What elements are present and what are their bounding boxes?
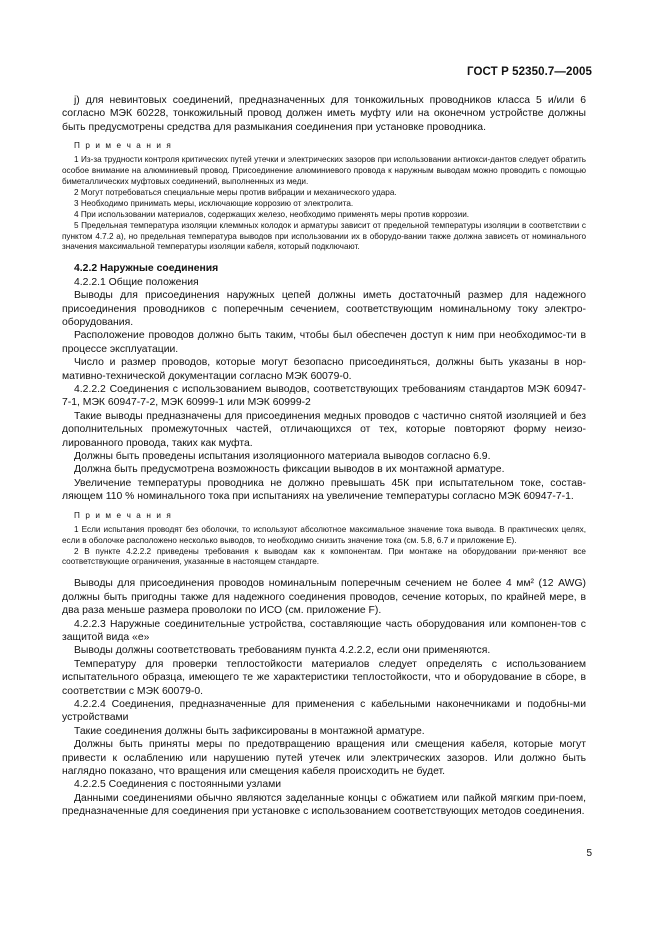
- note-item: 2 Могут потребоваться специальные меры против вибрации и механического удара.: [74, 187, 397, 197]
- paragraph: Должны быть приняты меры по предотвращению вращения или смещения кабеля, которые могут привести к ослаблению или нарушению путей утечек или электрических зазоров. Или должно быть наглядно показано, что вращения или смещения кабеля происходить не будет.: [62, 739, 586, 777]
- paragraph: Такие соединения должны быть зафиксированы в монтажной арматуре.: [74, 725, 425, 737]
- notes-title: П р и м е ч а н и я: [74, 510, 173, 520]
- note-item: 2 В пункте 4.2.2.2 приведены требования к выводам как к компонентам. При монтаже на оборудовании при-меняют все соответствующие ограничения, указанные в настоящем стандарте.: [62, 546, 586, 567]
- note-item: 5 Предельная температура изоляции клеммных колодок и арматуры зависит от предельной температуры изоляции в соответствии с пунктом 4.7.2 а), но предельная температура выводов при использовании их в оборудо-вании также должна зависеть от номинального значения максимальной температуры изоляции кабеля, который подключают.: [62, 220, 586, 252]
- subsection-heading: 4.2.2.1 Общие положения: [74, 276, 199, 288]
- paragraph: Температуру для проверки теплостойкости материалов следует определять с использованием испытательного образца, имеющего те же характеристики теплостойкости, что и оборудование в сборе, в соответствии с МЭК 60079-0.: [62, 658, 586, 697]
- paragraph: 4.2.2.3 Наружные соединительные устройства, составляющие часть оборудования или компонен-тов с защитой вида «е»: [62, 618, 586, 643]
- paragraph: Выводы для присоединения наружных цепей должны иметь достаточный размер для надежного присоединения проводников с поперечным сечением, соответствующим номинальному току электро-оборудования.: [62, 290, 586, 328]
- paragraph: Данными соединениями обычно являются заделанные концы с обжатием или пайкой мягким при-поем, предназначенные для соединения при установке с использованием соответствующих методов соединения.: [62, 792, 586, 818]
- page-number: 5: [586, 848, 592, 859]
- paragraph: Такие выводы предназначены для присоединения медных проводов с частично снятой изоляцией и без дополнительных промежуточных частей, отличающихся от тех, которые повторяют форму неизо-лированного провода, таких как муфта.: [62, 410, 586, 449]
- paragraph: Выводы должны соответствовать требованиям пункта 4.2.2.2, если они применяются.: [74, 645, 491, 657]
- document-body: [62, 94, 586, 819]
- note-item: 1 Из-за трудности контроля критических путей утечки и электрических зазоров при использовании антиокси-дантов следует обратить особое внимание на алюминиевый провод. Присоединение алюминиевого провода к наружным выводам можно проводить с помощью биметаллических муфтовых соединений, выполненных из меди.: [62, 155, 586, 187]
- notes-title: П р и м е ч а н и я: [74, 141, 173, 151]
- note-item: 4 При использовании материалов, содержащих железо, необходимо применять меры против коррозии.: [74, 209, 470, 219]
- section-heading: 4.2.2 Наружные соединения: [74, 263, 219, 275]
- paragraph: j) для невинтовых соединений, предназначенных для тонкожильных проводников класса 5 и/или 6 согласно МЭК 60228, тонкожильный провод должен иметь муфту или на оконечном устройстве должны быть предусмотрены средства для размыкания соединения при установке проводника.: [62, 95, 586, 133]
- standard-header: ГОСТ Р 52350.7—2005: [467, 66, 592, 78]
- paragraph: Должны быть проведены испытания изоляционного материала выводов согласно 6.9.: [74, 451, 491, 463]
- paragraph: Выводы для присоединения проводов номинальным поперечным сечением не более 4 мм² (12 AWG) должны быть пригодны также для надежного соединения проводов, сечение которых, по крайней мере, в два раза меньше размера проволоки по ИСО (см. приложение F).: [62, 578, 586, 617]
- paragraph: Увеличение температуры проводника не должно превышать 45К при испытательном токе, состав-ляющем 110 % номинального тока при испытаниях на увеличение температуры согласно МЭК 60947-7-1.: [62, 477, 586, 503]
- paragraph: 4.2.2.4 Соединения, предназначенные для применения с кабельными наконечниками и подобны-ми устройствами: [62, 698, 586, 724]
- note-item: 1 Если испытания проводят без оболочки, то используют абсолютное максимальное значение тока вывода. В практических целях, если в оболочке расположено несколько выводов, то необходимо снизить значение тока (см. 5.8, 6.7 и приложение Е).: [62, 524, 586, 545]
- paragraph: Расположение проводов должно быть таким, чтобы был обеспечен доступ к ним при необходимос-ти в процессе эксплуатации.: [62, 330, 586, 355]
- paragraph: Число и размер проводов, которые могут безопасно присоединяться, должны быть указаны в нор-мативно-технической документации согласно МЭК 60079-0.: [62, 357, 586, 382]
- paragraph: 4.2.2.2 Соединения с использованием выводов, соответствующих требованиям стандартов МЭК 60947-7-1, МЭК 60947-7-2, МЭК 60999-1 или МЭК 60999-2: [62, 384, 586, 409]
- paragraph: Должна быть предусмотрена возможность фиксации выводов в их монтажной арматуре.: [74, 464, 505, 476]
- note-item: 3 Необходимо принимать меры, исключающие коррозию от электролита.: [74, 198, 354, 208]
- paragraph: 4.2.2.5 Соединения с постоянными узлами: [74, 779, 282, 791]
